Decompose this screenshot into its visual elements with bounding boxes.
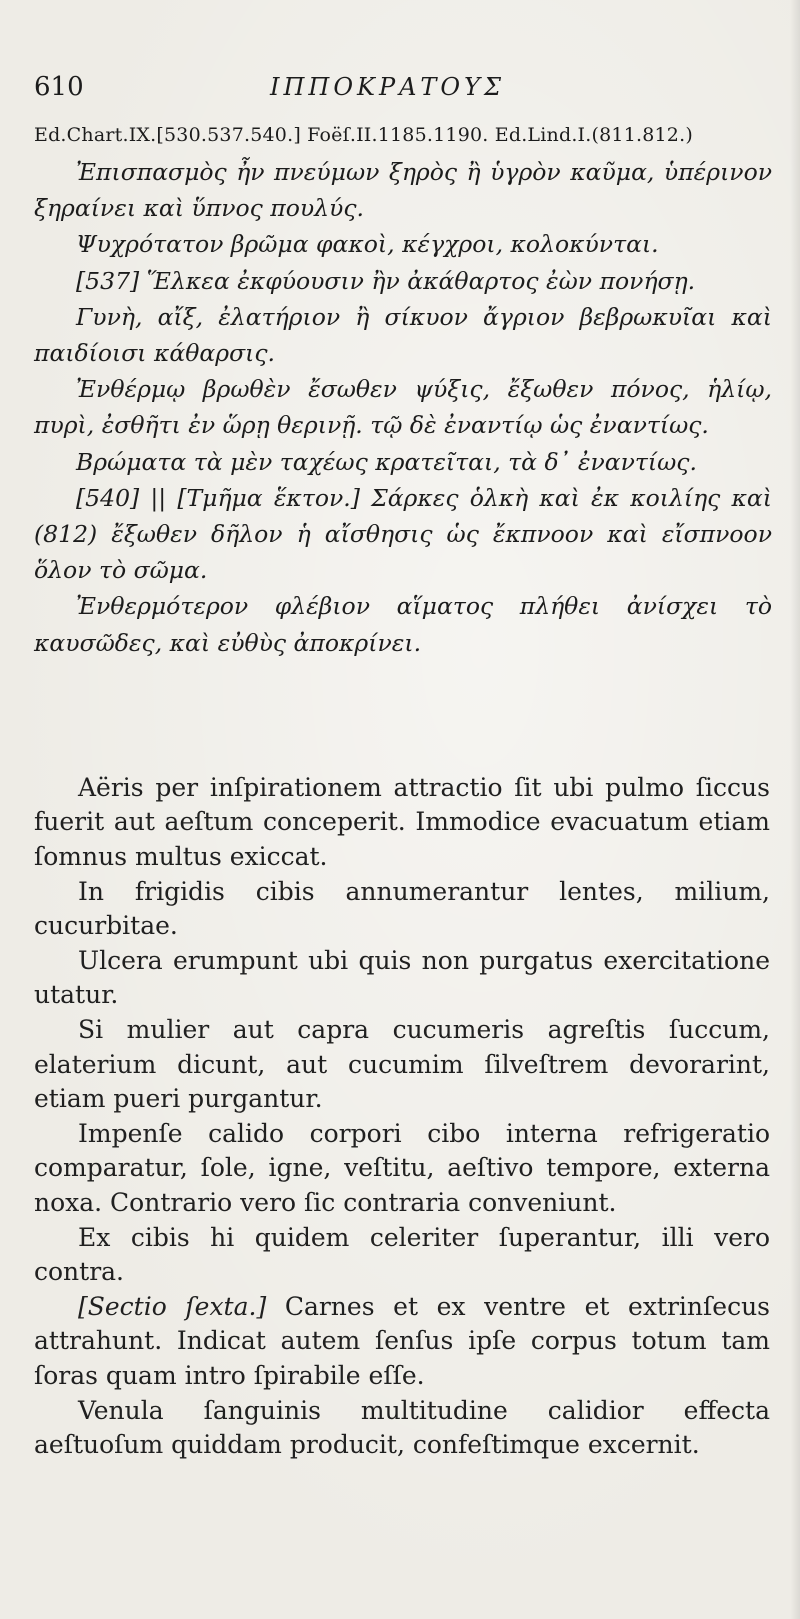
latin-paragraph: Ex cibis hi quidem celeriter ſuperantur, illi vero contra.	[34, 1222, 770, 1287]
latin-paragraph: Venula ſanguinis multitudine calidior effecta aeſtuoſum quiddam producit, confeſtimque excernit.	[34, 1395, 770, 1460]
latin-paragraph-text: Carnes et ex ventre et extrinſecus attrahunt. Indicat autem ſenſus ipſe corpus totum tam ſoras quam intro ſpirabile eſſe.	[34, 1291, 771, 1390]
greek-paragraph: Ἐνθερμότερον φλέβιον αἵματος πλήθει ἀνίσχει τὸ καυσῶδες, καὶ εὐθὺς ἀποκρίνει.	[34, 592, 772, 657]
page-number: 610	[34, 72, 84, 102]
greek-paragraph: Γυνὴ, αἴξ, ἐλατήριον ἢ σίκυον ἄγριον βεβρωκυῖαι καὶ παιδίοισι κάθαρσις.	[34, 302, 772, 368]
latin-translation-block	[34, 771, 770, 1463]
greek-paragraph: [540] || [Τμῆμα ἕκτον.] Σάρκες ὁλκὴ καὶ ἐκ κοιλίης καὶ (812) ἔξωθεν δῆλον ἡ αἴσθησις ὡς ἔκπνοον καὶ εἴσπνοον ὅλον τὸ σῶμα.	[34, 483, 772, 585]
section-heading: [Sectio ſexta.]	[78, 1291, 267, 1321]
latin-paragraph: In frigidis cibis annumerantur lentes, milium, cucurbitae.	[34, 876, 770, 941]
latin-paragraph: Si mulier aut capra cucumeris agreſtis ſuccum, elaterium dicunt, aut cucumim ſilveſtrem devorarint, etiam pueri purgantur.	[34, 1015, 770, 1114]
running-title: ΙΠΠΟΚΡΑΤΟΥΣ	[270, 73, 505, 101]
page-header	[34, 70, 774, 104]
greek-paragraph: [537] Ἕλκεα ἐκφύουσιν ἢν ἀκάθαρτος ἐὼν πονήσῃ.	[76, 266, 696, 295]
latin-paragraph: Aëris per inſpirationem attractio ſit ubi pulmo ſiccus fuerit aut aeſtum conceperit. Immodice evacuatum etiam ſomnus multus exiccat.	[34, 772, 770, 872]
greek-paragraph: Ψυχρότατον βρῶμα φακοὶ, κέγχροι, κολοκύνται.	[76, 230, 659, 259]
edition-reference-line: Ed.Chart.IX.[530.537.540.] Foëſ.II.1185.1190. Ed.Lind.I.(811.812.)	[34, 124, 693, 146]
latin-paragraph: Impenſe calido corpori cibo interna refrigeratio comparatur, ſole, igne, veſtitu, aeſtivo tempore, externa noxa. Contrario vero ſic contraria conveniunt.	[34, 1118, 770, 1217]
greek-text-block	[34, 154, 772, 661]
section-gap	[34, 661, 800, 771]
greek-paragraph: Ἐνθέρμῳ βρωθὲν ἔσωθεν ψύξις, ἔξωθεν πόνος, ἡλίῳ, πυρὶ, ἐσθῆτι ἐν ὥρῃ θερινῇ. τῷ δὲ ἐναντίῳ ὡς ἐναντίως.	[34, 375, 772, 440]
greek-paragraph: Βρώματα τὰ μὲν ταχέως κρατεῖται, τὰ δ᾽ ἐναντίως.	[76, 447, 697, 476]
latin-paragraph: Ulcera erumpunt ubi quis non purgatus exercitatione utatur.	[34, 945, 770, 1010]
latin-paragraph-section-six	[34, 1290, 770, 1394]
greek-paragraph: Ἐπισπασμὸς ἦν πνεύμων ξηρὸς ἢ ὑγρὸν καῦμα, ὑπέρινον ξηραίνει καὶ ὕπνος πουλύς.	[34, 158, 772, 223]
